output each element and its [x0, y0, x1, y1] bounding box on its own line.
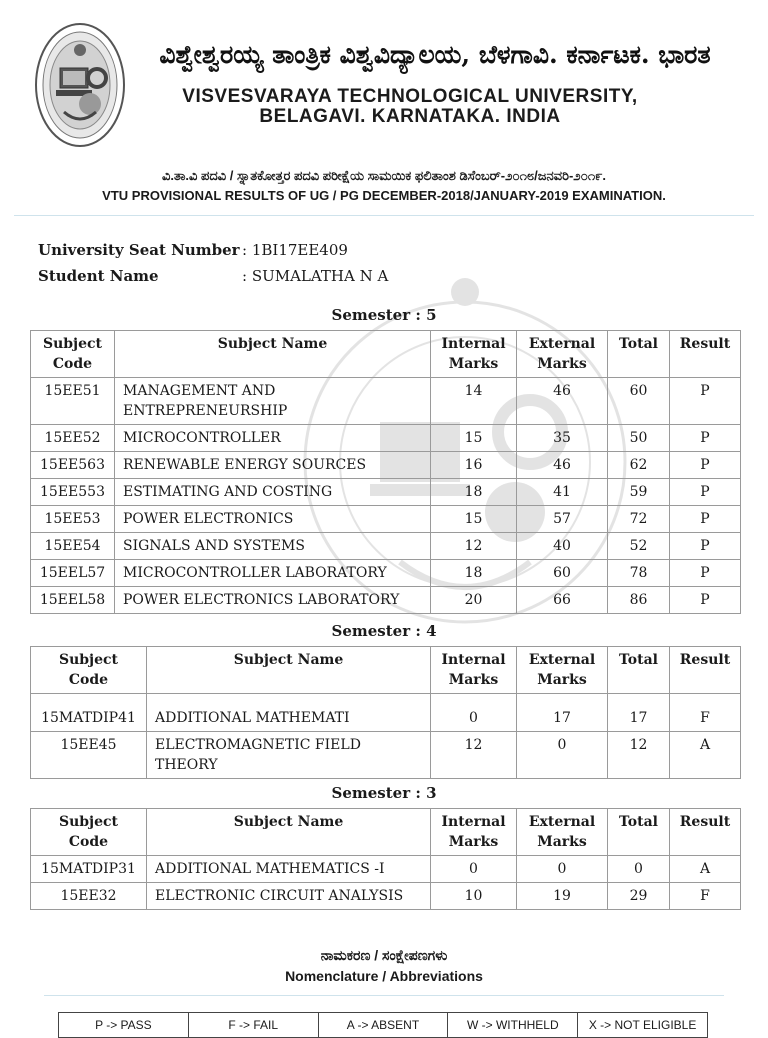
subject-name: POWER ELECTRONICS LABORATORY [115, 587, 431, 614]
result: F [670, 694, 741, 732]
student-name-label: Student Name [38, 267, 159, 285]
subject-name: RENEWABLE ENERGY SOURCES [115, 452, 431, 479]
result: F [670, 883, 741, 910]
student-name-value: : SUMALATHA N A [242, 267, 389, 285]
university-logo [34, 22, 126, 148]
external-marks: 35 [517, 425, 608, 452]
semester-title: Semester : 3 [331, 784, 437, 802]
total-marks: 50 [608, 425, 670, 452]
column-header-name: Subject Name [147, 809, 431, 856]
column-header-result: Result [670, 809, 741, 856]
internal-marks: 12 [431, 732, 517, 779]
subject-name: ELECTRONIC CIRCUIT ANALYSIS [147, 883, 431, 910]
nomenclature-title-english: Nomenclature / Abbreviations [285, 968, 483, 984]
result: A [670, 732, 741, 779]
result: P [670, 479, 741, 506]
internal-marks: 0 [431, 856, 517, 883]
column-header-result: Result [670, 647, 741, 694]
subject-name: ESTIMATING AND COSTING [115, 479, 431, 506]
column-header-internal: Internal Marks [431, 331, 517, 378]
result: P [670, 506, 741, 533]
external-marks: 0 [517, 856, 608, 883]
subject-code: 15EE553 [31, 479, 115, 506]
column-header-result: Result [670, 331, 741, 378]
legend-item-absent: A -> ABSENT [318, 1013, 448, 1038]
legend-item-pass: P -> PASS [59, 1013, 189, 1038]
result: P [670, 560, 741, 587]
header-divider [14, 215, 754, 216]
table-row [31, 479, 741, 506]
internal-marks: 12 [431, 533, 517, 560]
external-marks: 46 [517, 452, 608, 479]
external-marks: 19 [517, 883, 608, 910]
total-marks: 72 [608, 506, 670, 533]
column-header-code: Subject Code [31, 331, 115, 378]
usn-label: University Seat Number [38, 241, 240, 259]
subject-code: 15MATDIP31 [31, 856, 147, 883]
internal-marks: 15 [431, 506, 517, 533]
results-subtitle-english: VTU PROVISIONAL RESULTS OF UG / PG DECEMBER-2018/JANUARY-2019 EXAMINATION. [102, 188, 666, 203]
external-marks: 41 [517, 479, 608, 506]
subject-code: 15EE51 [31, 378, 115, 425]
subject-name: ADDITIONAL MATHEMATICS -I [147, 856, 431, 883]
semester-title: Semester : 5 [331, 306, 437, 324]
column-header-total: Total [608, 331, 670, 378]
subject-name: POWER ELECTRONICS [115, 506, 431, 533]
semester-title: Semester : 4 [331, 622, 437, 640]
subject-code: 15EEL57 [31, 560, 115, 587]
total-marks: 59 [608, 479, 670, 506]
footer-divider [44, 995, 724, 996]
external-marks: 60 [517, 560, 608, 587]
external-marks: 40 [517, 533, 608, 560]
legend-item-not-eligible: X -> NOT ELIGIBLE [578, 1013, 708, 1038]
column-header-code: Subject Code [31, 809, 147, 856]
result: P [670, 425, 741, 452]
subject-name: MICROCONTROLLER LABORATORY [115, 560, 431, 587]
column-header-total: Total [608, 809, 670, 856]
total-marks: 12 [608, 732, 670, 779]
total-marks: 62 [608, 452, 670, 479]
total-marks: 60 [608, 378, 670, 425]
column-header-total: Total [608, 647, 670, 694]
column-header-external: External Marks [517, 809, 608, 856]
internal-marks: 18 [431, 560, 517, 587]
subject-code: 15EE52 [31, 425, 115, 452]
subject-name: ELECTROMAGNETIC FIELD THEORY [147, 732, 431, 779]
results-table-semester-3 [30, 808, 741, 910]
external-marks: 0 [517, 732, 608, 779]
table-row [31, 732, 741, 779]
subject-code: 15MATDIP41 [31, 694, 147, 732]
column-header-name: Subject Name [147, 647, 431, 694]
table-row [31, 452, 741, 479]
subject-code: 15EEL58 [31, 587, 115, 614]
table-row [31, 533, 741, 560]
results-subtitle-kannada: ವಿ.ತಾ.ವಿ ಪದವಿ / ಸ್ನಾತಕೋತ್ತರ ಪದವಿ ಪರೀಕ್ಷೆಯ ಸಾಮಯಿಕ ಫಲಿತಾಂಶ ಡಿಸೆಂಬರ್-೨೦೧೮/ಜನವರಿ-೨೦೧೯. [161, 168, 607, 183]
column-header-external: External Marks [517, 331, 608, 378]
internal-marks: 16 [431, 452, 517, 479]
result: P [670, 378, 741, 425]
table-row [31, 587, 741, 614]
external-marks: 46 [517, 378, 608, 425]
internal-marks: 20 [431, 587, 517, 614]
table-row [31, 856, 741, 883]
internal-marks: 18 [431, 479, 517, 506]
column-header-internal: Internal Marks [431, 809, 517, 856]
external-marks: 17 [517, 694, 608, 732]
result: A [670, 856, 741, 883]
internal-marks: 14 [431, 378, 517, 425]
internal-marks: 0 [431, 694, 517, 732]
result: P [670, 452, 741, 479]
internal-marks: 15 [431, 425, 517, 452]
table-row [31, 506, 741, 533]
total-marks: 17 [608, 694, 670, 732]
legend-item-fail: F -> FAIL [188, 1013, 318, 1038]
subject-code: 15EE54 [31, 533, 115, 560]
nomenclature-title-kannada: ನಾಮಕರಣ / ಸಂಕ್ಷೇಪಣಗಳು [320, 947, 448, 963]
subject-name: ADDITIONAL MATHEMATI [147, 694, 431, 732]
subject-code: 15EE32 [31, 883, 147, 910]
university-title-english-line2: BELAGAVI. KARNATAKA. INDIA [259, 106, 561, 127]
legend-item-withheld: W -> WITHHELD [448, 1013, 578, 1038]
result: P [670, 533, 741, 560]
total-marks: 29 [608, 883, 670, 910]
column-header-code: Subject Code [31, 647, 147, 694]
subject-code: 15EE53 [31, 506, 115, 533]
subject-code: 15EE45 [31, 732, 147, 779]
total-marks: 86 [608, 587, 670, 614]
abbreviation-legend [58, 1012, 708, 1038]
table-row [31, 378, 741, 425]
external-marks: 66 [517, 587, 608, 614]
university-title-english-line1: VISVESVARAYA TECHNOLOGICAL UNIVERSITY, [182, 86, 638, 107]
table-row [31, 694, 741, 732]
subject-name: MANAGEMENT AND ENTREPRENEURSHIP [115, 378, 431, 425]
internal-marks: 10 [431, 883, 517, 910]
results-table-semester-4 [30, 646, 741, 779]
subject-name: SIGNALS AND SYSTEMS [115, 533, 431, 560]
total-marks: 52 [608, 533, 670, 560]
column-header-external: External Marks [517, 647, 608, 694]
total-marks: 0 [608, 856, 670, 883]
table-row [31, 883, 741, 910]
university-title-kannada: ವಿಶ್ವೇಶ್ವರಯ್ಯ ತಾಂತ್ರಿಕ ವಿಶ್ವವಿದ್ಯಾಲಯ, ಬೆಳಗಾವಿ. ಕರ್ನಾಟಕ. ಭಾರತ [159, 40, 711, 69]
column-header-internal: Internal Marks [431, 647, 517, 694]
total-marks: 78 [608, 560, 670, 587]
table-header-row [31, 331, 741, 378]
subject-name: MICROCONTROLLER [115, 425, 431, 452]
table-row [31, 560, 741, 587]
results-table-semester-5 [30, 330, 741, 614]
table-header-row [31, 647, 741, 694]
subject-code: 15EE563 [31, 452, 115, 479]
external-marks: 57 [517, 506, 608, 533]
table-header-row [31, 809, 741, 856]
column-header-name: Subject Name [115, 331, 431, 378]
result: P [670, 587, 741, 614]
legend-row [59, 1013, 708, 1038]
usn-value: : 1BI17EE409 [242, 241, 348, 259]
table-row [31, 425, 741, 452]
